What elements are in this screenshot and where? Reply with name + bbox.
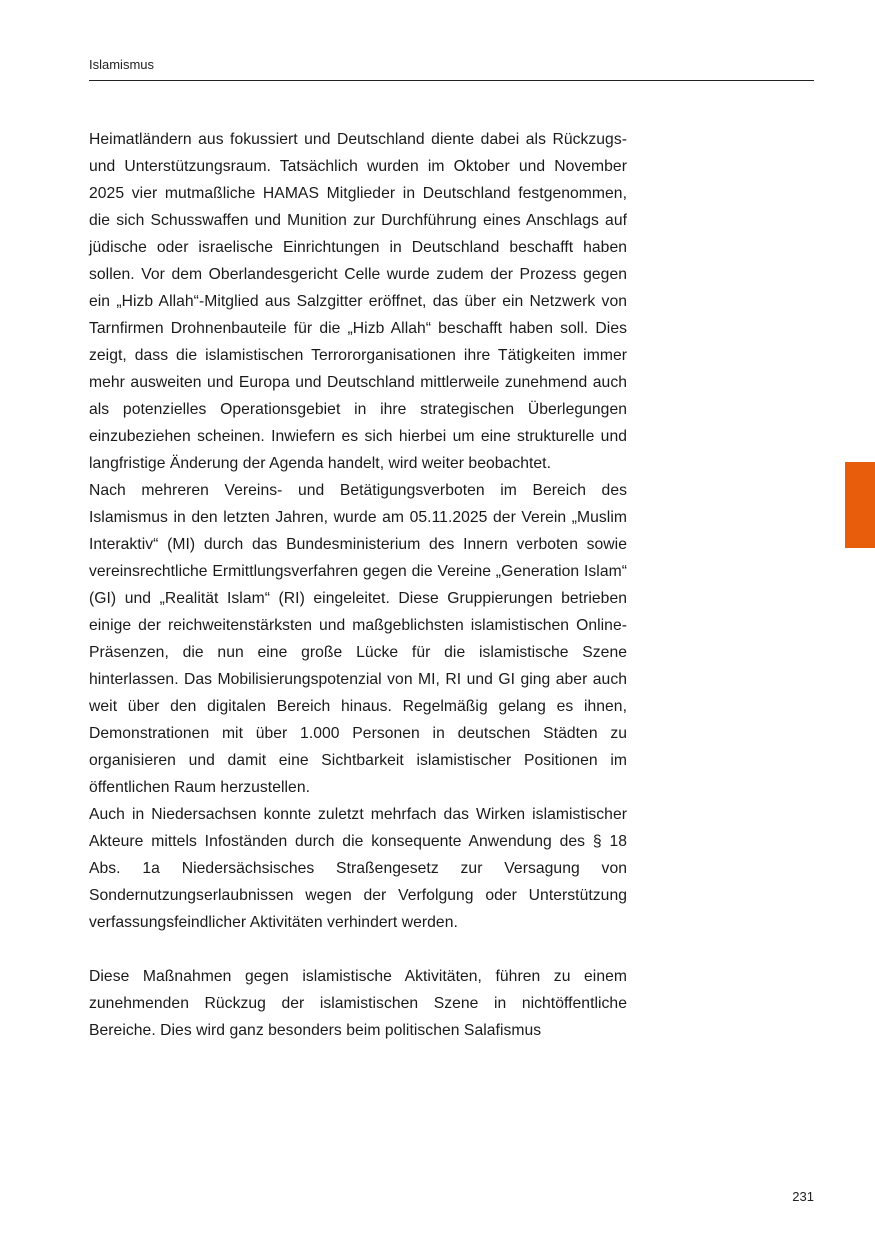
body-text bbox=[89, 126, 627, 1044]
running-header bbox=[89, 56, 814, 81]
page-number: 231 bbox=[792, 1189, 814, 1204]
paragraph: Nach mehreren Vereins- und Betätigungsverboten im Bereich des Islamismus in den letzten Jahren, wurde am 05.11.2025 der Verein „Muslim Interaktiv“ (MI) durch das Bundesministerium des Innern verboten sowie vereinsrechtliche Ermittlungsverfahren gegen die Vereine „Generation Islam“ (GI) und „Realität Islam“ (RI) eingeleitet. Diese Gruppierungen betrieben einige der reichweitenstärksten und maßgeblichsten islamistischen Online-Präsenzen, die nun eine große Lücke für die islamistische Szene hinterlassen. Das Mobilisierungspotenzial von MI, RI und GI ging aber auch weit über den digitalen Bereich hinaus. Regelmäßig gelang es ihnen, Demonstrationen mit über 1.000 Personen in deutschen Städten zu organisieren und damit eine Sichtbarkeit islamistischer Positionen im öffentlichen Raum herzustellen. bbox=[89, 482, 627, 796]
paragraph: Auch in Niedersachsen konnte zuletzt mehrfach das Wirken islamistischer Akteure mittels Infoständen durch die konsequente Anwendung des § 18 Abs. 1a Niedersächsisches Straßengesetz zur Versagung von Sondernutzungserlaubnissen wegen der Verfolgung oder Unterstützung verfassungsfeindlicher Aktivitäten verhindert werden. bbox=[89, 806, 627, 931]
paragraph: Diese Maßnahmen gegen islamistische Aktivitäten, führen zu einem zunehmenden Rückzug der islamistischen Szene in nichtöffentliche Bereiche. Dies wird ganz besonders beim politischen Salafismus bbox=[89, 968, 627, 1039]
paragraph: Heimatländern aus fokussiert und Deutschland diente dabei als Rückzugs- und Unterstützungsraum. Tatsächlich wurden im Oktober und November 2025 vier mutmaßliche HAMAS Mitglieder in Deutschland festgenommen, die sich Schusswaffen und Munition zur Durchführung eines Anschlags auf jüdische oder israelische Einrichtungen in Deutschland beschafft haben sollen. Vor dem Oberlandesgericht Celle wurde zudem der Prozess gegen ein „Hizb Allah“-Mitglied aus Salzgitter eröffnet, das über ein Netzwerk von Tarnfirmen Drohnenbauteile für die „Hizb Allah“ beschafft haben soll. Dies zeigt, dass die islamistischen Terrororganisationen ihre Tätigkeiten immer mehr ausweiten und Europa und Deutschland mittlerweile zunehmend auch als potenzielles Operationsgebiet in ihre strategischen Überlegungen einzubeziehen scheinen. Inwiefern es sich hierbei um eine strukturelle und langfristige Änderung der Agenda handelt, wird weiter beobachtet. bbox=[89, 131, 627, 472]
chapter-title: Islamismus bbox=[89, 57, 155, 72]
chapter-tab-marker bbox=[845, 462, 875, 548]
